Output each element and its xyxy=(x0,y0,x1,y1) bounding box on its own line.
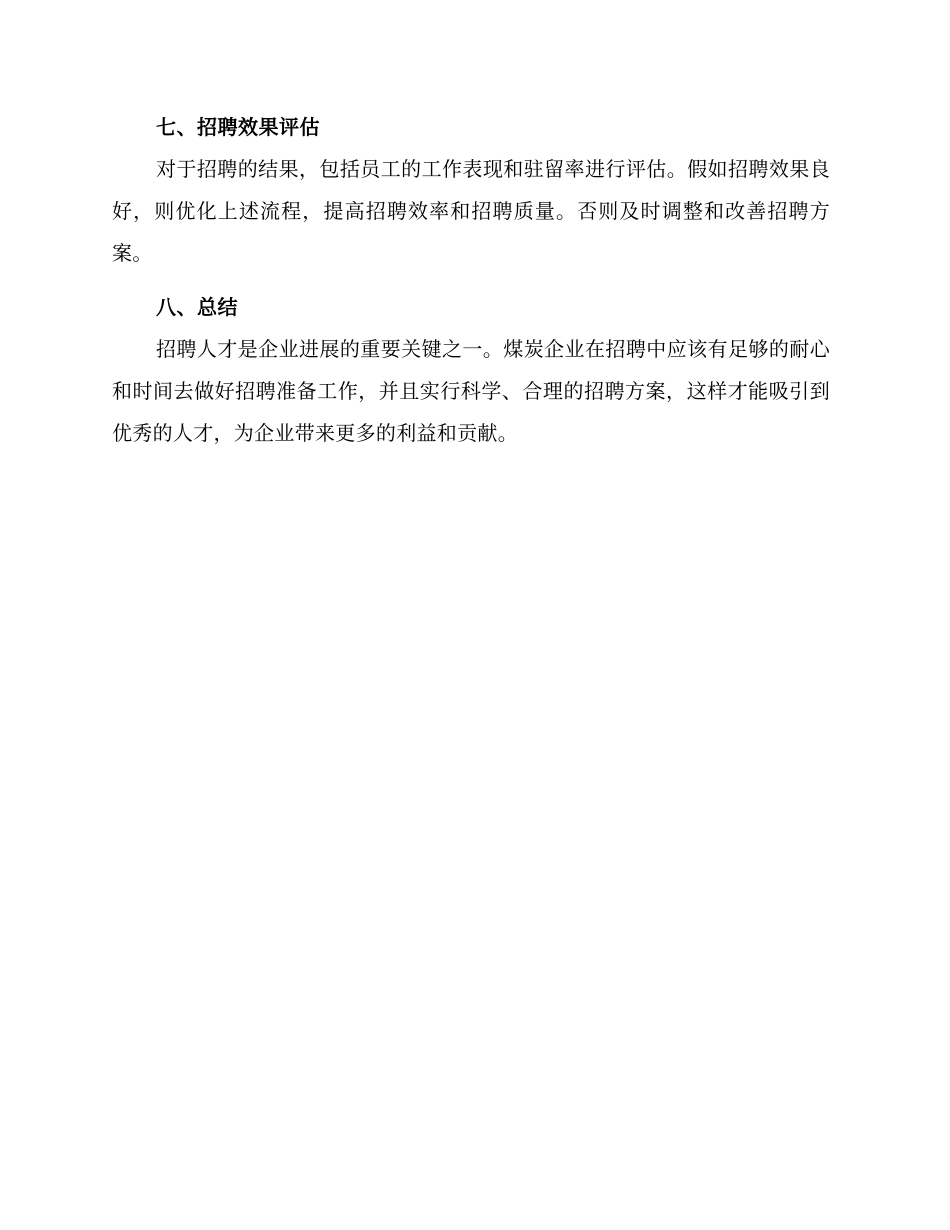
section-recruitment-evaluation xyxy=(112,106,830,274)
section-paragraph: 对于招聘的结果，包括员工的工作表现和驻留率进行评估。假如招聘效果良好，则优化上述流程，提高招聘效率和招聘质量。否则及时调整和改善招聘方案。 xyxy=(112,157,830,265)
section-summary xyxy=(112,286,830,454)
section-heading: 八、总结 xyxy=(156,295,238,319)
section-paragraph: 招聘人才是企业进展的重要关键之一。煤炭企业在招聘中应该有足够的耐心和时间去做好招聘准备工作，并且实行科学、合理的招聘方案，这样才能吸引到优秀的人才，为企业带来更多的利益和贡献。 xyxy=(112,337,830,445)
section-heading: 七、招聘效果评估 xyxy=(156,115,320,139)
document-body xyxy=(112,106,830,466)
